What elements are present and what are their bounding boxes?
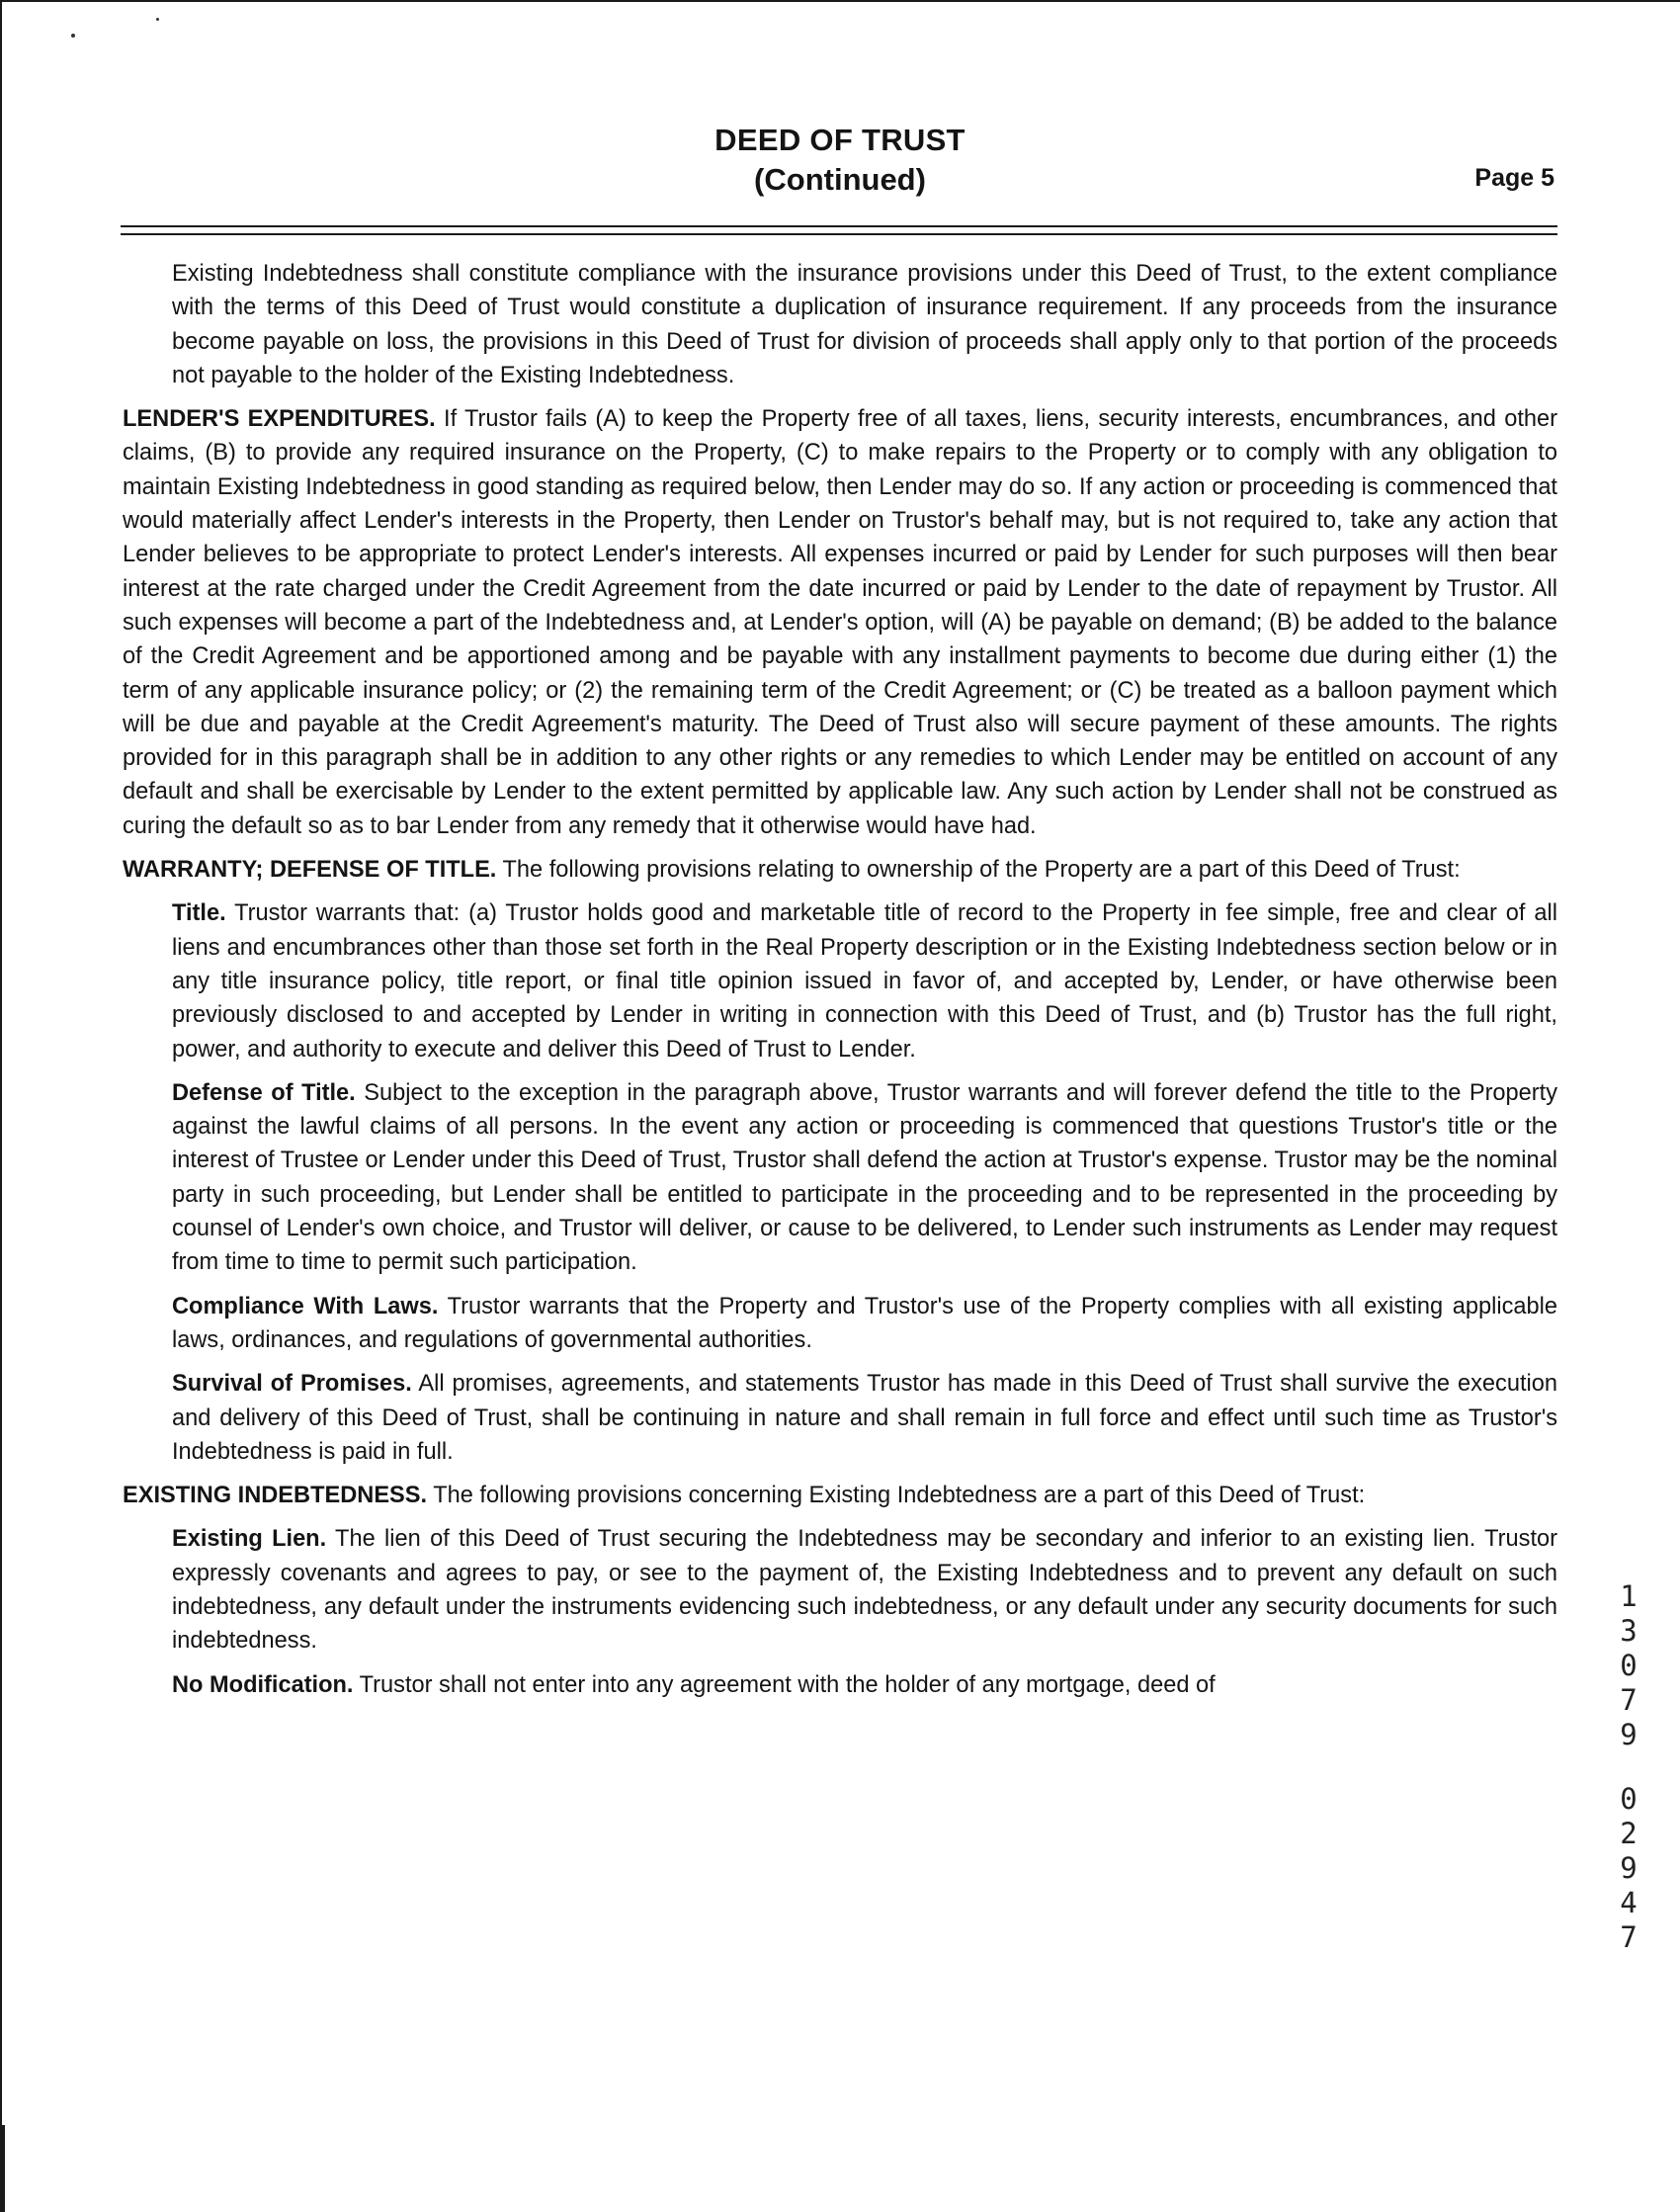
page-left-edge [0, 0, 2, 2212]
paragraph-existing-lien [172, 1522, 1557, 1658]
subsection-text: Trustor warrants that the Property and Trustor's use of the Property complies with all existing applicable laws, ordinances, and regulations of governmental authorities. [172, 1293, 1557, 1353]
stamp-digit: 7 [1620, 1683, 1638, 1717]
section-heading: LENDER'S EXPENDITURES. [123, 406, 436, 433]
scan-speck [156, 18, 159, 21]
section-text: The following provisions relating to ownership of the Property are a part of this Deed of Trust: [496, 857, 1461, 884]
document-subtitle: (Continued) [754, 162, 926, 197]
document-title: DEED OF TRUST [714, 123, 966, 157]
paragraph-insurance-continued: Existing Indebtedness shall constitute compliance with the insurance provisions under this Deed of Trust, to the extent compliance with the terms of this Deed of Trust would constitute a duplication of insurance requirement. If any proceeds from the insurance become payable on loss, the provisions in this Deed of Trust for division of proceeds shall apply only to that portion of the proceeds not payable to the holder of the Existing Indebtedness. [172, 261, 1557, 388]
stamp-digit: 4 [1620, 1886, 1638, 1919]
stamp-digit: 0 [1620, 1782, 1638, 1816]
stamp-digit: 3 [1620, 1614, 1638, 1648]
subsection-heading: Title. [172, 900, 226, 927]
paragraph-defense-of-title [172, 1076, 1557, 1280]
subsection-heading: No Modification. [172, 1671, 354, 1698]
subsection-heading: Compliance With Laws. [172, 1293, 439, 1319]
subsection-text: Subject to the exception in the paragraph above, Trustor warrants and will forever defend the title to the Property against the lawful claims of all persons. In the event any action or proceeding is commenced that questions Trustor's title or the interest of Trustee or Lender under this Deed of Trust, Trustor shall defend the action at Trustor's expense. Trustor may be the nominal party in such proceeding, but Lender shall be entitled to participate in the proceeding and to be represented in the proceeding by counsel of Lender's own choice, and Trustor will deliver, or cause to be delivered, to Lender such instruments as Lender may request from time to time to permit such participation. [172, 1079, 1557, 1276]
subsection-text: Trustor shall not enter into any agreement with the holder of any mortgage, deed of [353, 1671, 1216, 1698]
paragraph-warranty [123, 853, 1557, 887]
scan-speck [71, 34, 75, 38]
stamp-digit: 2 [1620, 1817, 1638, 1850]
header-rule-bottom [121, 233, 1557, 235]
paragraph-no-modification [172, 1668, 1557, 1702]
stamp-digit: 9 [1620, 1718, 1638, 1751]
stamp-digit: 0 [1620, 1649, 1638, 1682]
section-text: If Trustor fails (A) to keep the Property free of all taxes, liens, security interests, encumbrances, and other claims, (B) to provide any required insurance on the Property, (C) to make repairs to the Property or to comply with any obligation to maintain Existing Indebtedness in good standing as required below, then Lender may do so. If any action or proceeding is commenced that would materially affect Lender's interests in the Property, then Lender on Trustor's behalf may, but is not required to, take any action that Lender believes to be appropriate to protect Lender's interests. All expenses incurred or paid by Lender for such purposes will then bear interest at the rate charged under the Credit Agreement from the date incurred or paid by Lender to the date of repayment by Trustor. All such expenses will become a part of the Indebtedness and, at Lender's option, will (A) be payable on demand; (B) be added to the balance of the Credit Agreement and be apportioned among and be payable with any installment payments to become due during either (1) the term of any applicable insurance policy; or (2) the remaining term of the Credit Agreement; or (C) be treated as a balloon payment which will be due and payable at the Credit Agreement's maturity. The Deed of Trust also will secure payment of these amounts. The rights provided for in this paragraph shall be in addition to any other rights or any remedies to which Lender may be entitled on account of any default and shall be exercisable by Lender to the extent permitted by applicable law. Any such action by Lender shall not be construed as curing the default so as to bar Lender from any remedy that it otherwise would have had. [123, 406, 1557, 839]
stamp-digit: 7 [1620, 1920, 1638, 1954]
document-body [123, 257, 1557, 1712]
subsection-text: Trustor warrants that: (a) Trustor holds good and marketable title of record to the Property in fee simple, free and clear of all liens and encumbrances other than those set forth in the Real Property description or in the Existing Indebtedness section below or in any title insurance policy, title report, or final title opinion issued in favor of, and accepted by, Lender, or have otherwise been previously disclosed to and accepted by Lender in writing in connection with this Deed of Trust, and (b) Trustor has the full right, power, and authority to execute and deliver this Deed of Trust to Lender. [172, 900, 1557, 1063]
paragraph-lenders-expenditures [123, 402, 1557, 843]
page-top-edge [0, 0, 1680, 2]
stamp-digit: 1 [1620, 1579, 1638, 1613]
subsection-heading: Survival of Promises. [172, 1371, 412, 1398]
section-heading: EXISTING INDEBTEDNESS. [123, 1483, 428, 1509]
subsection-text: All promises, agreements, and statements Trustor has made in this Deed of Trust shall survive the execution and delivery of this Deed of Trust, shall be continuing in nature and shall remain in full force and effect until such time as Trustor's Indebtedness is paid in full. [172, 1371, 1557, 1465]
subsection-heading: Defense of Title. [172, 1079, 356, 1106]
stamp-digit: 9 [1620, 1851, 1638, 1885]
subsection-text: The lien of this Deed of Trust securing the Indebtedness may be secondary and inferior to an existing lien. Trustor expressly covenants and agrees to pay, or see to the payment of, the Existing Indebtedness and to prevent any default on such indebtedness, any default under the instruments evidencing such indebtedness, or any default under any security documents for such indebtedness. [172, 1526, 1557, 1655]
scan-edge-mark [2, 2125, 5, 2212]
paragraph-survival-of-promises [172, 1367, 1557, 1469]
page-number: Page 5 [1474, 164, 1554, 192]
paragraph-existing-indebtedness [123, 1479, 1557, 1512]
subsection-heading: Existing Lien. [172, 1526, 327, 1553]
paragraph-title [172, 896, 1557, 1065]
header-rule-top [121, 225, 1557, 227]
section-heading: WARRANTY; DEFENSE OF TITLE. [123, 857, 497, 884]
section-text: The following provisions concerning Existing Indebtedness are a part of this Deed of Trust: [427, 1483, 1366, 1509]
recording-number-stamp [1617, 1579, 1640, 1955]
paragraph-compliance-with-laws [172, 1290, 1557, 1358]
